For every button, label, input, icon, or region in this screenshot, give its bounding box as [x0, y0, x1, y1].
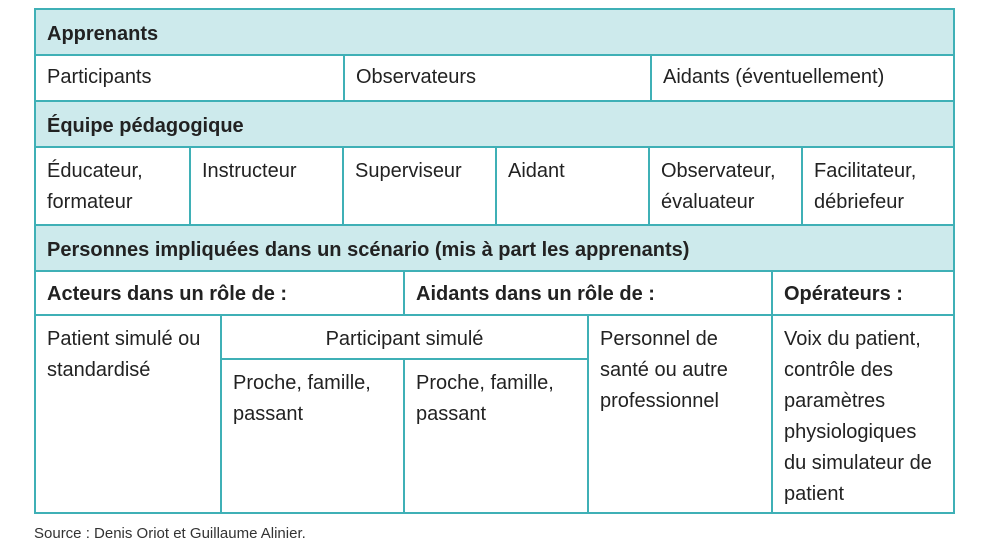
team-evaluator: Observateur, évaluateur	[648, 148, 801, 224]
roles-table	[34, 8, 955, 514]
learners-header-row	[36, 10, 953, 54]
team-debriefer: Facilitateur, débriefeur	[801, 148, 953, 224]
scenario-header-row	[36, 224, 953, 270]
team-supervisor: Superviseur	[342, 148, 495, 224]
operator-roles: Voix du patient, contrôle des paramètres physiologiques du simulateur de patient	[771, 316, 953, 512]
team-row	[36, 146, 953, 224]
helpers-header: Aidants dans un rôle de :	[403, 272, 771, 314]
learners-header: Apprenants	[47, 23, 159, 45]
learner-observers: Observateurs	[343, 56, 650, 100]
simulated-participant: Participant simulé	[220, 316, 587, 360]
relative-family-2: Proche, famille, passant	[403, 360, 587, 512]
team-instructor: Instructeur	[189, 148, 342, 224]
simulated-patient: Patient simulé ou standardisé	[47, 328, 201, 381]
team-header: Équipe pédagogique	[47, 115, 244, 137]
roles-detail-row	[36, 314, 953, 512]
relative-family-1: Proche, famille, passant	[220, 360, 403, 512]
team-educator: Éducateur, formateur	[47, 160, 143, 213]
operators-header: Opérateurs :	[771, 272, 953, 314]
scenario-header: Personnes impliquées dans un scénario (mis à part les apprenants)	[47, 239, 690, 261]
learner-participants: Participants	[47, 66, 152, 88]
team-header-row	[36, 100, 953, 146]
source-note: Source : Denis Oriot et Guillaume Alinier.	[34, 525, 306, 542]
health-staff: Personnel de santé ou autre professionnel	[587, 316, 771, 512]
learners-row	[36, 54, 953, 100]
team-helper: Aidant	[495, 148, 648, 224]
learner-helpers: Aidants (éventuellement)	[650, 56, 953, 100]
roles-subheader-row	[36, 270, 953, 314]
actors-header: Acteurs dans un rôle de :	[47, 283, 288, 305]
